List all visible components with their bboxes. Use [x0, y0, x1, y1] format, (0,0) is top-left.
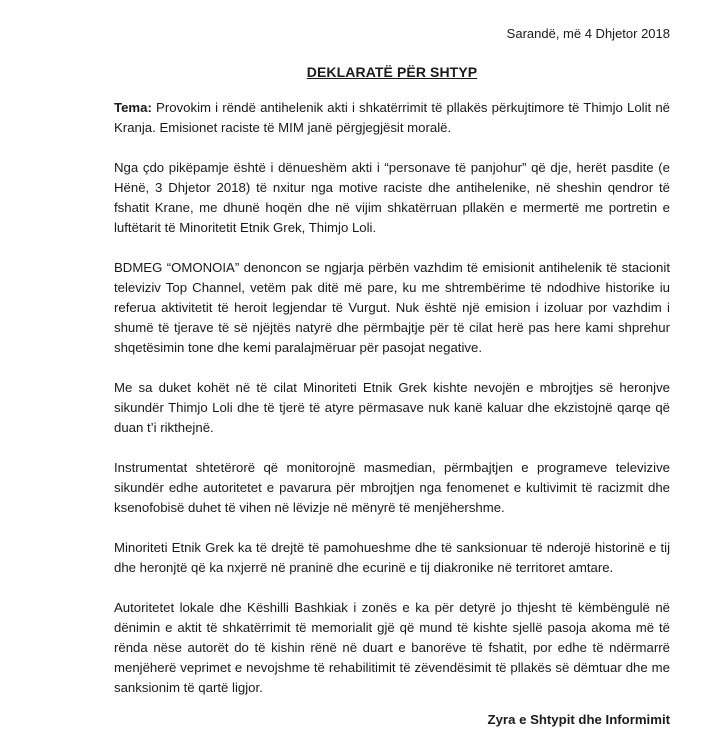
- subject-text: Provokim i rëndë antihelenik akti i shkatërrimit të pllakës përkujtimore të Thimjo Lolit në Kranja. Emisionet raciste të MIM janë përgjegjësit moralë.: [114, 100, 670, 135]
- document-title: DEKLARATË PËR SHTYP: [306, 64, 478, 80]
- signature: Zyra e Shtypit dhe Informimit: [487, 712, 670, 727]
- body-paragraph-2: BDMEG “OMONOIA” denoncon se ngjarja përbën vazhdim të emisionit antihelenik të stacionit televiziv Top Channel, vetëm pak ditë më pare, ku me shtrembërime të ndodhive historike iu referua aktivitetit të heroit legjendar të Vurgut. Nuk është një emision i izoluar por vazhdim i shumë të tjerave të së njëjtës natyrë dhe përmbajtje për të cilat herë pas here kami shprehur shqetësimin tone dhe kemi paralajmëruar për pasojat negative.: [114, 260, 670, 355]
- subject-label: Tema:: [114, 100, 152, 115]
- document-date: Sarandë, më 4 Dhjetor 2018: [506, 26, 670, 41]
- body-paragraph-1: Nga çdo pikëpamje është i dënueshëm akti i “personave të panjohur” që dje, herët pasdite (e Hënë, 3 Dhjetor 2018) të nxitur nga motive raciste dhe antihelenike, në sheshin qendror të fshatit Krane, me dhunë hoqën dhe në vijim shkatërruan pllakën e mermertë me portretin e luftëtarit të Minoritetit Etnik Grek, Thimjo Loli.: [114, 160, 670, 235]
- body-paragraph-3: Me sa duket kohët në të cilat Minoriteti Etnik Grek kishte nevojën e mbrojtjes së heronjve sikundër Thimjo Loli dhe të tjerë të atyre përmasave nuk kanë kaluar dhe ekzistojnë qarqe që duan t’i rikthejnë.: [114, 380, 670, 435]
- body-paragraph-6: Autoritetet lokale dhe Këshilli Bashkiak i zonës e ka për detyrë jo thjesht të këmbëngulë në dënimin e aktit të shkatërrimit të memorialit gjë që mund të kishte sjellë pasoja akoma më të rënda nëse autorët do të kishin rënë në duart e banorëve të fshatit, por edhe të ndërmarrë menjëherë veprimet e nevojshme të rehabilitimit të zëvendësimit të pllakës së dëmtuar dhe me sanksionim të qartë ligjor.: [114, 600, 670, 695]
- subject-paragraph: [114, 98, 670, 138]
- body-paragraph-5: Minoriteti Etnik Grek ka të drejtë të pamohueshme dhe të sanksionuar të nderojë historinë e tij dhe heronjtë që ka nxjerrë në praninë dhe ecurinë e tij diakronike në territoret amtare.: [114, 540, 670, 575]
- body-paragraph-4: Instrumentat shtetërorë që monitorojnë masmedian, përmbajtjen e programeve televizive sikundër edhe autoritetet e pavarura për mbrojtjen nga fenomenet e kultivimit të racizmit dhe ksenofobisë duhet të vihen në lëvizje në mënyrë të menjëhershme.: [114, 460, 670, 515]
